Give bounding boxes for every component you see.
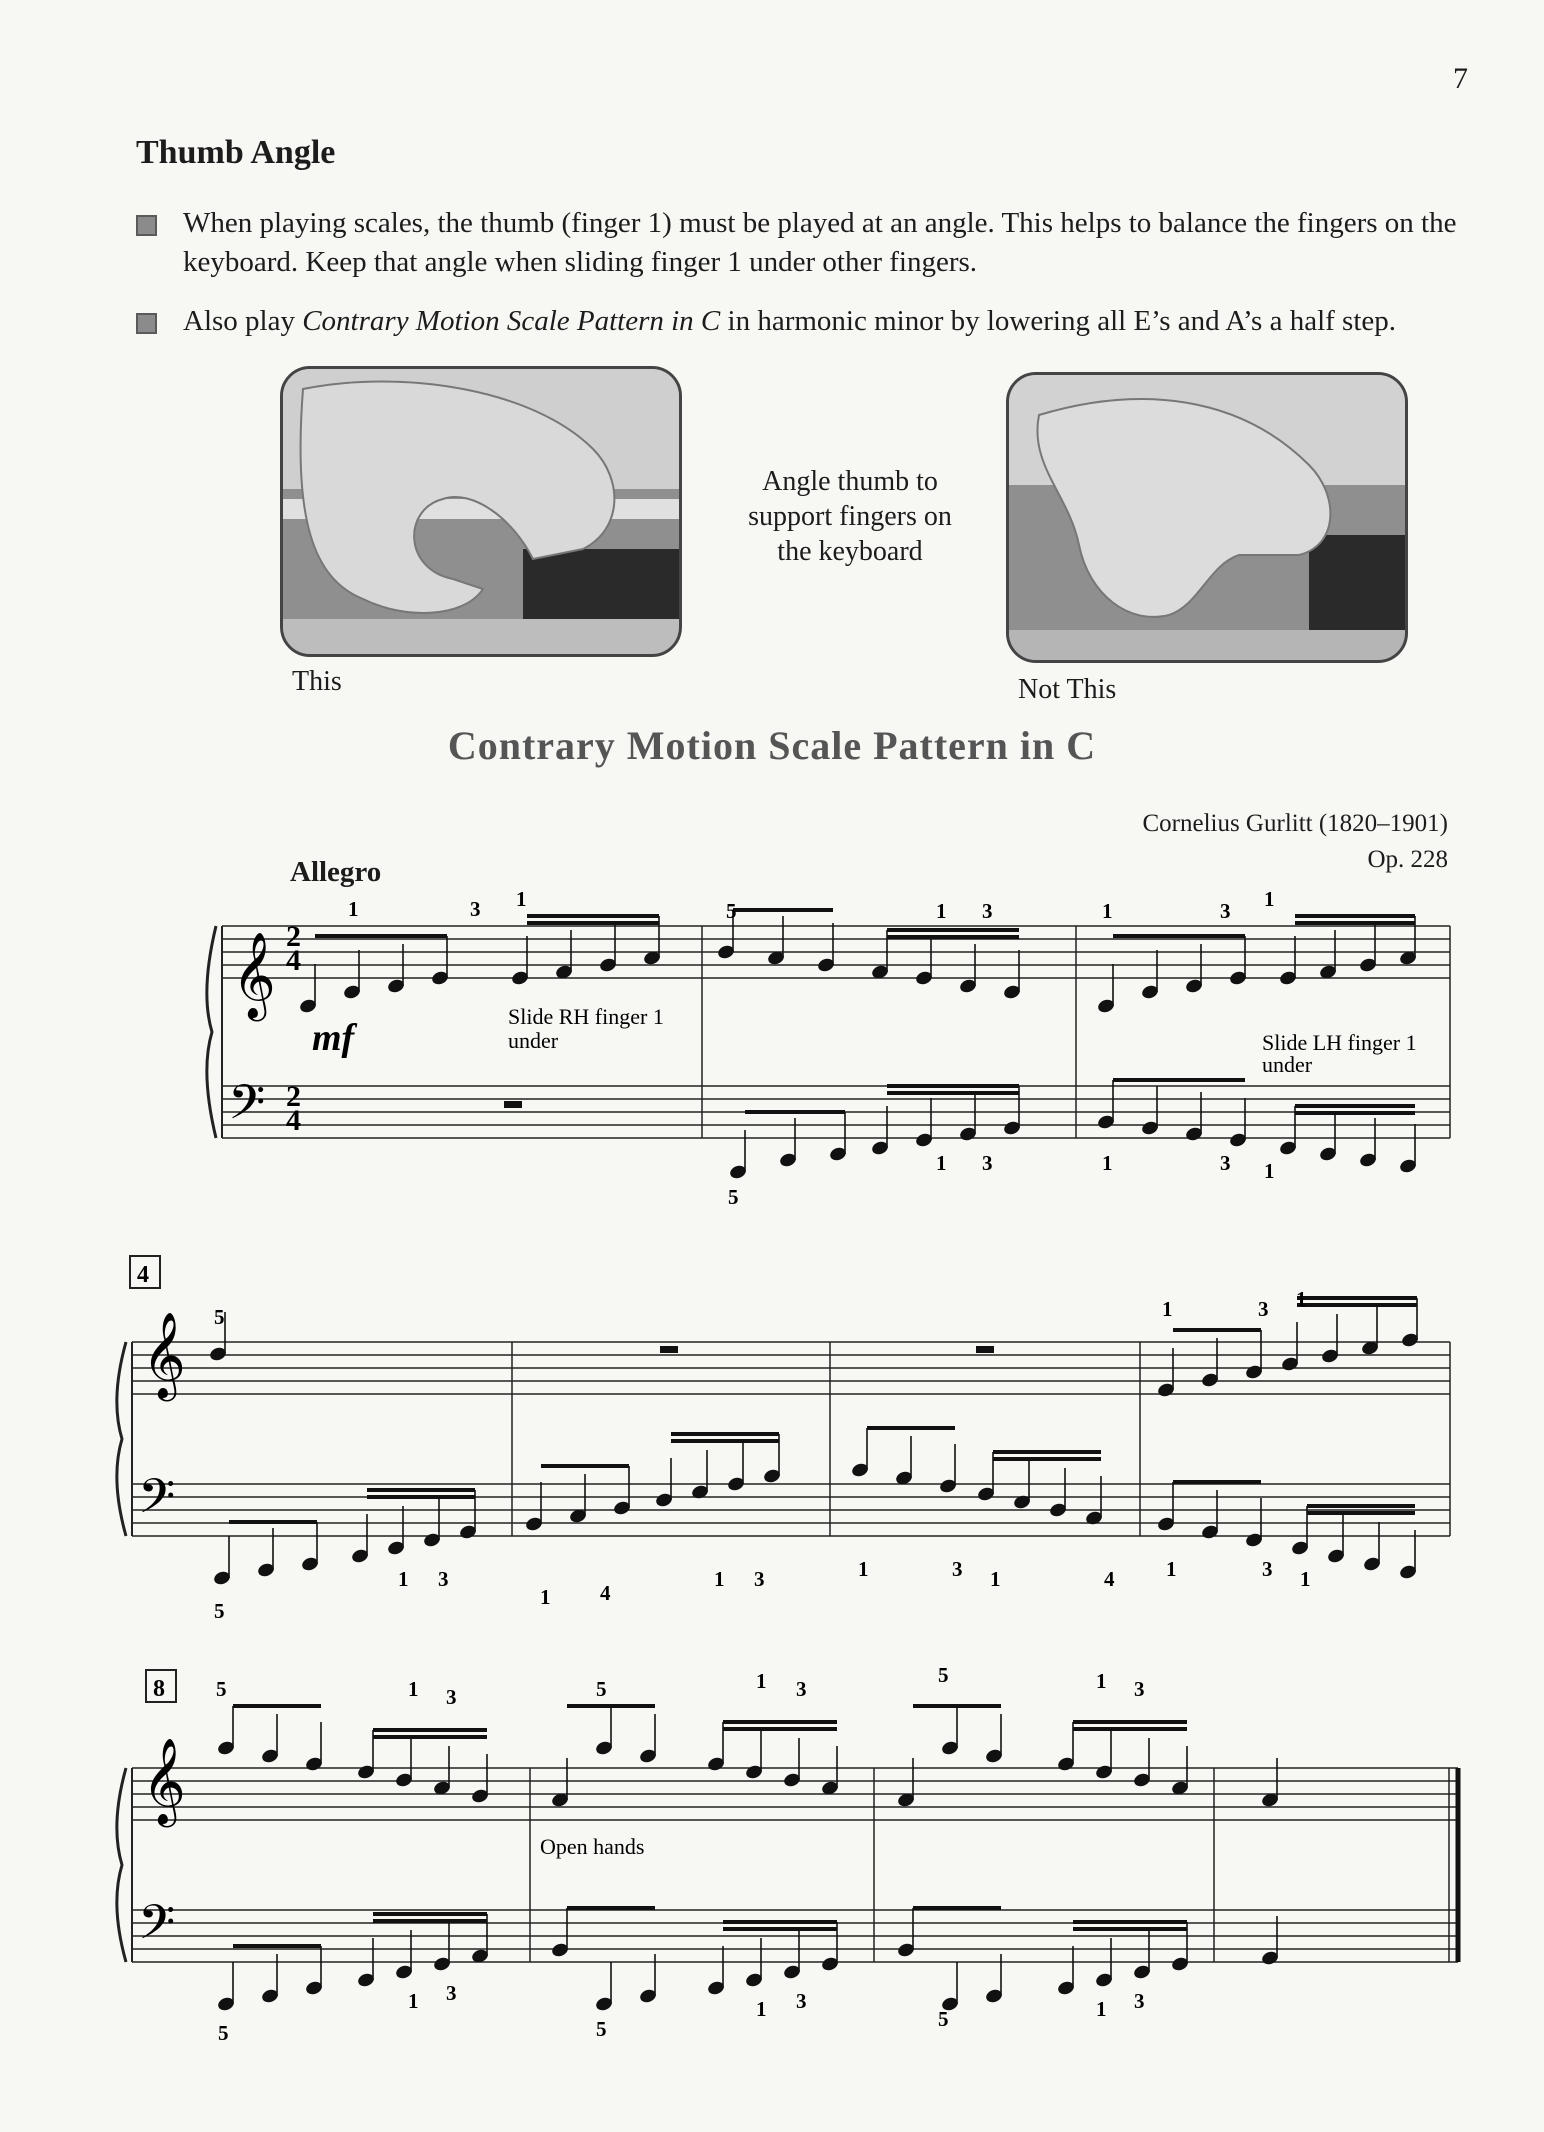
fingering-number: 5: [726, 899, 737, 923]
fingering-number: 3: [952, 1557, 963, 1581]
fingering-number: 1: [348, 897, 359, 921]
fingering-number: 3: [754, 1567, 765, 1591]
fingering-number: 3: [796, 1989, 807, 2013]
bass-clef-icon: 𝄢: [228, 1076, 266, 1141]
opus-number: Op. 228: [1367, 846, 1448, 873]
fingering-number: 4: [600, 1581, 611, 1605]
fingering-number: 1: [408, 1989, 419, 2013]
fingering-number: 5: [214, 1305, 225, 1329]
fingering-number: 1: [408, 1677, 419, 1701]
fingering-number: 1: [1102, 1151, 1113, 1175]
fingering-number: 5: [596, 1677, 607, 1701]
fingering-number: 1: [1264, 1159, 1275, 1183]
time-signature-bass: 2: [286, 1080, 301, 1113]
bullet-text-2: Also play Contrary Motion Scale Pattern in C in harmonic minor by lowering all E’s and A’s a half step.: [183, 305, 1397, 337]
treble-clef-icon: 𝄞: [142, 1315, 186, 1397]
fingering-number: 1: [756, 1669, 767, 1693]
system-3-clefs: [138, 1740, 186, 1961]
fingering-number: 1: [1166, 1557, 1177, 1581]
fingering-number: 3: [1258, 1297, 1269, 1321]
fingering-number: 3: [1134, 1677, 1145, 1701]
fingering-number: 3: [1262, 1557, 1273, 1581]
fingering-number: 1: [858, 1557, 869, 1581]
fingering-number: 5: [938, 2007, 949, 2031]
fingering-number: 1: [1264, 887, 1275, 911]
fingering-number: 1: [398, 1567, 409, 1591]
annotation-slide-rh-1: Slide RH finger 1: [508, 1004, 664, 1029]
fingering-number: 5: [728, 1185, 739, 1209]
fingering-number: 1: [936, 899, 947, 923]
annotation-slide-lh-1: Slide LH finger 1: [1262, 1030, 1417, 1055]
fingering-number: 3: [438, 1567, 449, 1591]
fingering-number: 3: [446, 1981, 457, 2005]
fingering-number: 1: [714, 1567, 725, 1591]
annotation-open-hands: Open hands: [540, 1834, 645, 1859]
fingering-number: 1: [516, 887, 527, 911]
fingering-number: 1: [936, 1151, 947, 1175]
whole-rest-icon: [504, 1101, 522, 1108]
fingering-number: 5: [214, 1599, 225, 1623]
bass-clef-icon: 𝄢: [138, 1896, 176, 1961]
staff-lines: [117, 926, 1458, 1962]
photo-middle-caption: Angle thumb to support fingers on the keyboard: [748, 466, 952, 567]
fingering-number: 3: [446, 1685, 457, 1709]
fingering-number: 3: [982, 1151, 993, 1175]
bullet-text-1: When playing scales, the thumb (finger 1) must be played at an angle. This helps to balance the fingers on the keyboard. Keep that angle when sliding finger 1 under other fingers.: [183, 207, 1457, 278]
system-1-clefs: [228, 920, 301, 1141]
fingering-number: 5: [596, 2017, 607, 2041]
treble-clef-icon: 𝄞: [142, 1741, 186, 1823]
fingering-number: 1: [756, 1997, 767, 2021]
fingering-number: 1: [1102, 899, 1113, 923]
fingering-numbers: [214, 887, 1311, 2045]
fingering-number: 4: [1104, 1567, 1115, 1591]
piece-title-italic: Contrary Motion Scale Pattern in C: [302, 305, 721, 337]
fingering-number: 1: [1296, 1287, 1307, 1311]
annotation-slide-lh-2: under: [1262, 1052, 1313, 1077]
fingering-number: 5: [218, 2021, 229, 2045]
fingering-number: 1: [990, 1567, 1001, 1591]
fingering-number: 5: [216, 1677, 227, 1701]
piece-title: Contrary Motion Scale Pattern in C: [447, 723, 1097, 768]
fingering-number: 3: [982, 899, 993, 923]
fingering-number: 1: [1162, 1297, 1173, 1321]
fingering-number: 3: [1134, 1989, 1145, 2013]
annotation-slide-rh-2: under: [508, 1028, 559, 1053]
note-heads: [208, 910, 1419, 2012]
fingering-number: 5: [938, 1663, 949, 1687]
photo-right-caption: Not This: [1018, 674, 1117, 705]
treble-clef-icon: 𝄞: [232, 935, 276, 1017]
fingering-number: 3: [796, 1677, 807, 1701]
composer-name: Cornelius Gurlitt (1820–1901): [1142, 810, 1448, 837]
whole-rest-icon: [660, 1346, 678, 1353]
fingering-number: 3: [1220, 899, 1231, 923]
fingering-number: 3: [1220, 1151, 1231, 1175]
page-number: 7: [1453, 62, 1468, 95]
system-2-clefs: [138, 1314, 186, 1535]
time-signature-treble: 4: [286, 944, 301, 977]
tempo-marking: Allegro: [290, 856, 382, 888]
photo-left-caption: This: [292, 666, 342, 697]
measure-number-4: 4: [137, 1262, 149, 1288]
dynamic-marking: mf: [312, 1017, 355, 1059]
fingering-number: 1: [1300, 1567, 1311, 1591]
whole-rest-icon: [976, 1346, 994, 1353]
measure-number-8: 8: [153, 1676, 165, 1702]
fingering-number: 1: [1096, 1997, 1107, 2021]
brace-icon: [207, 926, 216, 1138]
fingering-number: 1: [1096, 1669, 1107, 1693]
brace-icon: [117, 1342, 126, 1536]
time-signature-bass: 4: [286, 1104, 301, 1137]
bass-clef-icon: 𝄢: [138, 1470, 176, 1535]
fingering-number: 1: [540, 1585, 551, 1609]
time-signature-treble: 2: [286, 920, 301, 953]
brace-icon: [117, 1768, 126, 1962]
section-title: Thumb Angle: [136, 134, 336, 171]
fingering-number: 3: [470, 897, 481, 921]
